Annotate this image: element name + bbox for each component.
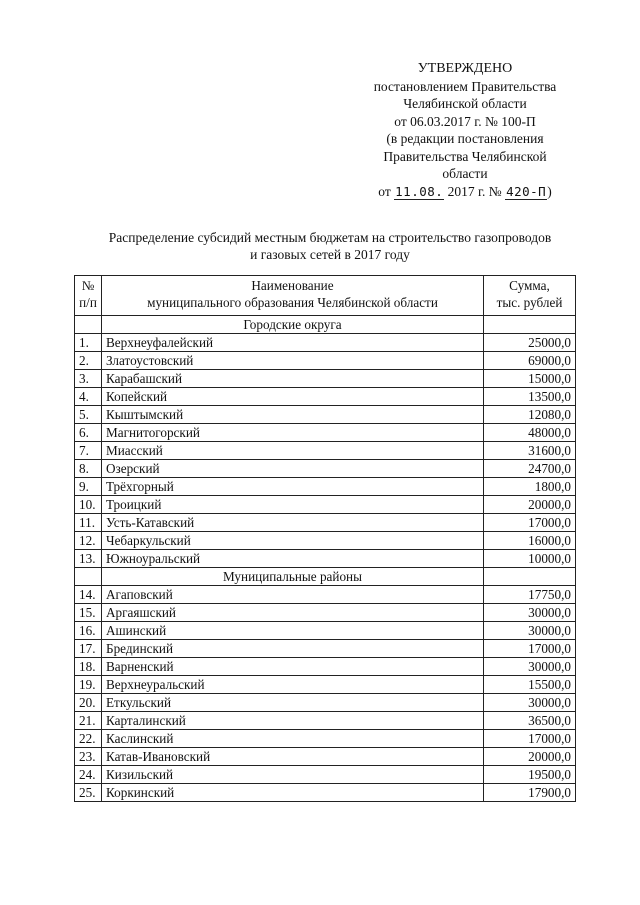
table-row — [75, 586, 576, 604]
header-sum-line: тыс. рублей — [496, 294, 563, 310]
table-row — [75, 496, 576, 514]
table-row — [75, 388, 576, 406]
municipality-name: Верхнеуральский — [102, 676, 484, 694]
subsidy-amount: 15000,0 — [484, 370, 576, 388]
municipality-name: Каслинский — [102, 730, 484, 748]
row-number: 9. — [75, 478, 102, 496]
row-number: 5. — [75, 406, 102, 424]
header-number-line: п/п — [79, 294, 97, 310]
municipality-name: Аргаяшский — [102, 604, 484, 622]
table-row — [75, 766, 576, 784]
header-name-line: Наименование — [251, 278, 334, 293]
subsidy-amount: 10000,0 — [484, 550, 576, 568]
section-row — [75, 316, 576, 334]
subsidy-amount: 30000,0 — [484, 604, 576, 622]
municipality-name: Магнитогорский — [102, 424, 484, 442]
municipality-name: Трёхгорный — [102, 478, 484, 496]
subsidy-amount: 24700,0 — [484, 460, 576, 478]
table-row — [75, 442, 576, 460]
row-number: 12. — [75, 532, 102, 550]
subsidy-amount: 31600,0 — [484, 442, 576, 460]
table-row — [75, 352, 576, 370]
approval-line: постановлением Правительства — [373, 78, 557, 94]
municipality-name: Ашинский — [102, 622, 484, 640]
header-name — [102, 276, 484, 316]
amendment-suffix: ) — [547, 183, 552, 199]
row-number: 25. — [75, 784, 102, 802]
row-number: 7. — [75, 442, 102, 460]
approval-line: от 06.03.2017 г. № 100-П — [394, 113, 536, 129]
subsidy-amount: 15500,0 — [484, 676, 576, 694]
municipality-name: Троицкий — [102, 496, 484, 514]
municipality-name: Карталинский — [102, 712, 484, 730]
table-row — [75, 550, 576, 568]
row-number: 8. — [75, 460, 102, 478]
subsidy-amount: 17000,0 — [484, 514, 576, 532]
amendment-date: 11.08. — [395, 183, 444, 199]
approval-block — [330, 60, 600, 200]
approval-line: области — [442, 166, 488, 181]
subsidy-amount: 17000,0 — [484, 730, 576, 748]
section-sum-cell — [484, 316, 576, 334]
subsidy-amount: 17000,0 — [484, 640, 576, 658]
amendment-line — [330, 183, 600, 201]
row-number: 3. — [75, 370, 102, 388]
subsidy-amount: 25000,0 — [484, 334, 576, 352]
municipality-name: Верхнеуфалейский — [102, 334, 484, 352]
municipality-name: Брединский — [102, 640, 484, 658]
header-number — [75, 276, 102, 316]
row-number: 18. — [75, 658, 102, 676]
table-row — [75, 676, 576, 694]
table-row — [75, 784, 576, 802]
row-number: 6. — [75, 424, 102, 442]
row-number: 10. — [75, 496, 102, 514]
document-title — [60, 230, 600, 263]
amendment-mid: 2017 г. № — [447, 183, 502, 199]
municipality-name: Копейский — [102, 388, 484, 406]
table-row — [75, 712, 576, 730]
table-row — [75, 514, 576, 532]
row-number: 15. — [75, 604, 102, 622]
row-number: 20. — [75, 694, 102, 712]
title-line: и газовых сетей в 2017 году — [250, 246, 410, 262]
section-row — [75, 568, 576, 586]
table-row — [75, 406, 576, 424]
municipality-name: Карабашский — [102, 370, 484, 388]
row-number: 21. — [75, 712, 102, 730]
approval-line: Правительства Челябинской — [383, 148, 547, 164]
header-sum — [484, 276, 576, 316]
row-number: 14. — [75, 586, 102, 604]
table-row — [75, 532, 576, 550]
table-body — [75, 316, 576, 802]
title-line: Распределение субсидий местным бюджетам на строительство газопроводов — [108, 230, 552, 245]
subsidy-amount: 20000,0 — [484, 748, 576, 766]
table-row — [75, 370, 576, 388]
table-header-row — [75, 276, 576, 316]
municipality-name: Варненский — [102, 658, 484, 676]
municipality-name: Озерский — [102, 460, 484, 478]
municipality-name: Златоустовский — [102, 352, 484, 370]
municipality-name: Чебаркульский — [102, 532, 484, 550]
subsidy-amount: 30000,0 — [484, 622, 576, 640]
section-title: Муниципальные районы — [102, 568, 484, 586]
table-row — [75, 694, 576, 712]
table-row — [75, 658, 576, 676]
table-row — [75, 424, 576, 442]
section-number-cell — [75, 568, 102, 586]
table-row — [75, 640, 576, 658]
approval-heading: УТВЕРЖДЕНО — [417, 61, 513, 76]
table-row — [75, 604, 576, 622]
municipality-name: Катав-Ивановский — [102, 748, 484, 766]
section-title: Городские округа — [102, 316, 484, 334]
header-number-line: № — [81, 278, 95, 293]
table-row — [75, 730, 576, 748]
row-number: 2. — [75, 352, 102, 370]
municipality-name: Кыштымский — [102, 406, 484, 424]
subsidy-amount: 13500,0 — [484, 388, 576, 406]
municipality-name: Южноуральский — [102, 550, 484, 568]
subsidy-amount: 17900,0 — [484, 784, 576, 802]
municipality-name: Агаповский — [102, 586, 484, 604]
subsidy-amount: 69000,0 — [484, 352, 576, 370]
row-number: 24. — [75, 766, 102, 784]
amendment-number: 420-П — [506, 183, 547, 199]
subsidy-amount: 36500,0 — [484, 712, 576, 730]
table-row — [75, 622, 576, 640]
approval-line: (в редакции постановления — [386, 131, 544, 146]
subsidy-amount: 1800,0 — [484, 478, 576, 496]
section-sum-cell — [484, 568, 576, 586]
approval-line: Челябинской области — [403, 96, 527, 111]
municipality-name: Усть-Катавский — [102, 514, 484, 532]
header-name-line: муниципального образования Челябинской области — [147, 294, 438, 310]
table-row — [75, 478, 576, 496]
subsidy-amount: 20000,0 — [484, 496, 576, 514]
amendment-prefix: от — [378, 183, 391, 199]
subsidy-table — [74, 275, 576, 802]
section-number-cell — [75, 316, 102, 334]
row-number: 4. — [75, 388, 102, 406]
row-number: 1. — [75, 334, 102, 352]
subsidy-amount: 16000,0 — [484, 532, 576, 550]
row-number: 11. — [75, 514, 102, 532]
subsidy-amount: 17750,0 — [484, 586, 576, 604]
municipality-name: Коркинский — [102, 784, 484, 802]
subsidy-amount: 30000,0 — [484, 694, 576, 712]
subsidy-amount: 30000,0 — [484, 658, 576, 676]
row-number: 13. — [75, 550, 102, 568]
municipality-name: Кизильский — [102, 766, 484, 784]
table-row — [75, 748, 576, 766]
table-row — [75, 334, 576, 352]
municipality-name: Миасский — [102, 442, 484, 460]
table-row — [75, 460, 576, 478]
header-sum-line: Сумма, — [509, 278, 550, 293]
subsidy-amount: 19500,0 — [484, 766, 576, 784]
row-number: 23. — [75, 748, 102, 766]
municipality-name: Еткульский — [102, 694, 484, 712]
row-number: 19. — [75, 676, 102, 694]
row-number: 22. — [75, 730, 102, 748]
subsidy-amount: 48000,0 — [484, 424, 576, 442]
row-number: 16. — [75, 622, 102, 640]
row-number: 17. — [75, 640, 102, 658]
subsidy-amount: 12080,0 — [484, 406, 576, 424]
